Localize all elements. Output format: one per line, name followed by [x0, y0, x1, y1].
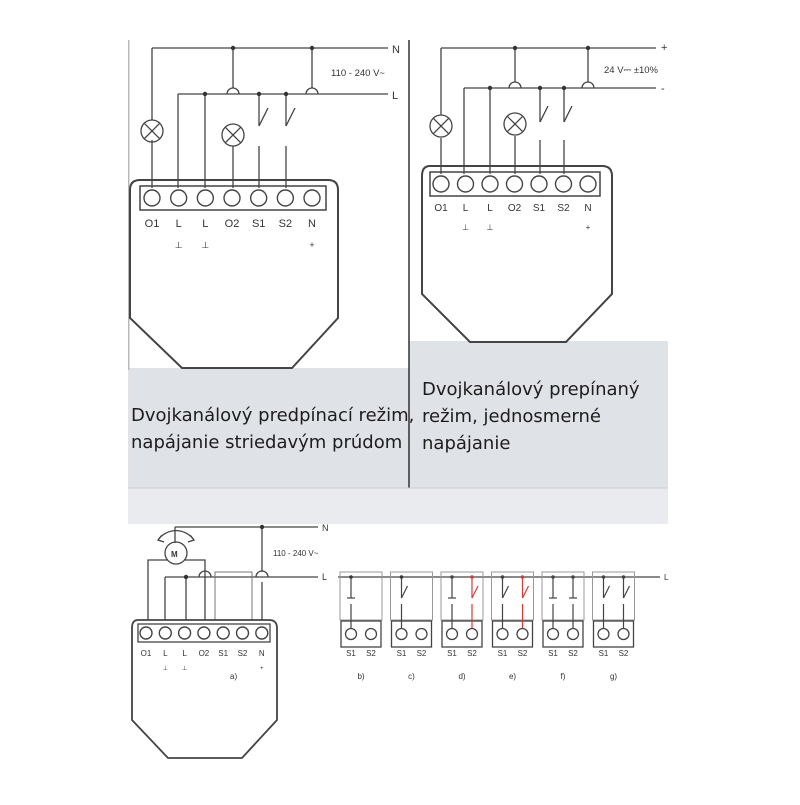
terminal-screw	[531, 176, 547, 192]
terminal-label: O1	[434, 203, 448, 214]
label-n-motor: N	[322, 523, 329, 533]
variant-terminal-box	[543, 621, 583, 647]
caption-ac-line-2: napájanie striedavým prúdom	[131, 432, 403, 453]
motor-rotation-arrow	[158, 531, 194, 540]
variant-label: e)	[508, 672, 517, 681]
terminal-label: N	[258, 649, 265, 658]
variant-terminal-box	[392, 621, 432, 647]
voltage-label-ac: 110 - 240 V~	[331, 68, 385, 79]
terminal-screw	[197, 190, 213, 206]
wire-crossover-1	[227, 88, 239, 94]
motor-label: M	[171, 550, 178, 559]
terminal-label: L	[163, 649, 168, 658]
label-n-ac: N	[392, 44, 400, 56]
terminal-label: O1	[140, 649, 152, 658]
variant-s2-label: S2	[618, 649, 629, 658]
terminal-screw	[580, 176, 596, 192]
variant-label: d)	[458, 672, 466, 681]
terminal-screw	[217, 627, 229, 639]
terminal-screw	[224, 190, 240, 206]
terminal-screws-ac	[144, 190, 320, 250]
variant-s2-label: S2	[568, 649, 578, 658]
variant-frame	[441, 572, 483, 620]
caption-dc	[422, 376, 640, 457]
terminal-screw	[507, 176, 523, 192]
terminal-label: L	[462, 203, 469, 214]
voltage-label-motor: 110 - 240 V~	[273, 549, 319, 558]
s1-screw	[447, 629, 458, 640]
terminal-screw	[198, 627, 210, 639]
device-body-motor	[132, 620, 277, 758]
variant-frame	[542, 572, 584, 620]
variant-terminal-box	[493, 621, 533, 647]
voltage-label-dc: 24 V⎓ ±10%	[604, 65, 658, 76]
caption-dc-line-2: režim, jednosmerné	[422, 406, 601, 427]
terminal-screw	[482, 176, 498, 192]
terminal-screw	[304, 190, 320, 206]
terminal-screw	[237, 627, 249, 639]
caption-ac	[131, 402, 414, 456]
s2-screw	[568, 629, 579, 640]
switch-variant-c	[391, 572, 433, 681]
variant-label: c)	[408, 672, 415, 681]
ground-symbol: ⊥	[462, 223, 469, 232]
terminal-label: L	[487, 203, 493, 214]
variant-s1-label: S1	[548, 649, 558, 658]
ground-symbol: ⊥	[201, 240, 210, 250]
device-body-ac	[130, 180, 338, 368]
s1-screw	[497, 629, 508, 640]
s2-screw	[467, 629, 478, 640]
variant-frame	[391, 572, 433, 620]
terminal-screw	[179, 627, 191, 639]
label-l-ac: L	[392, 90, 399, 102]
variant-terminal-box	[594, 621, 634, 647]
terminal-label: S1	[251, 218, 266, 230]
s1-screw	[548, 629, 559, 640]
terminal-screw	[433, 176, 449, 192]
variant-s1-label: S1	[396, 649, 407, 658]
terminal-screws-motor	[140, 627, 268, 672]
switch-variant-d	[441, 572, 483, 681]
panel-dc-junctions	[488, 46, 590, 90]
variant-terminal-box	[442, 621, 482, 647]
ground-symbol: ⊥	[486, 223, 494, 232]
terminal-screw	[159, 627, 171, 639]
s2-screw	[366, 629, 377, 640]
motor-right-wire	[184, 560, 205, 620]
terminal-screw	[171, 190, 187, 206]
s1-switch-blade	[259, 108, 268, 126]
switch-variant-b	[340, 572, 382, 681]
terminal-label: L	[175, 218, 182, 230]
terminal-label: N	[308, 218, 316, 230]
variant-s1-label: S1	[346, 649, 356, 658]
terminal-label: O1	[144, 218, 160, 230]
wire-crossover-1	[509, 82, 521, 88]
variant-s2-label: S2	[517, 649, 528, 658]
switch-variant-e	[492, 572, 534, 681]
terminal-label: S1	[532, 203, 546, 214]
variant-label: f)	[560, 672, 566, 681]
plus-symbol: +	[309, 240, 315, 250]
panel-band	[128, 488, 668, 524]
switch-slot-a	[215, 572, 252, 620]
terminal-label: L	[202, 218, 209, 230]
variant-s2-label: S2	[416, 649, 427, 658]
s2-screw	[618, 629, 629, 640]
plus-symbol: +	[585, 223, 591, 232]
variant-s1-label: S1	[447, 649, 457, 658]
label-a: a)	[230, 672, 238, 681]
label-plus-dc: +	[661, 42, 668, 54]
panel-ac-junctions	[203, 46, 314, 96]
variant-s1-label: S1	[497, 649, 508, 658]
terminal-label: N	[584, 203, 592, 214]
wire-crossover-2	[582, 82, 594, 88]
s2-screw	[517, 629, 528, 640]
variant-label: g)	[609, 672, 618, 681]
s1-screw	[598, 629, 609, 640]
variant-frame	[593, 572, 635, 620]
terminal-label: O2	[198, 649, 210, 658]
ground-symbol: ⊥	[174, 240, 183, 250]
terminal-label: S2	[278, 218, 293, 230]
terminal-label: O2	[224, 218, 240, 230]
terminal-label: O2	[507, 203, 522, 214]
variant-frame	[492, 572, 534, 620]
s2-switch-blade	[564, 106, 572, 122]
device-body-dc	[422, 166, 612, 342]
terminal-screw	[251, 190, 267, 206]
caption-ac-line-1: Dvojkanálový predpínací režim,	[131, 405, 415, 426]
caption-dc-line-1: Dvojkanálový prepínaný	[422, 379, 640, 400]
variant-s2-label: S2	[467, 649, 477, 658]
terminal-label: S1	[218, 649, 229, 658]
terminal-screw	[277, 190, 293, 206]
variant-label: b)	[357, 672, 365, 681]
switch-variant-g	[593, 572, 635, 681]
switch-variant-f	[542, 572, 584, 681]
terminal-label: L	[182, 649, 187, 658]
terminal-screw	[556, 176, 572, 192]
terminal-screw	[256, 627, 268, 639]
switch-variants	[340, 572, 635, 681]
s2-screw	[416, 629, 427, 640]
plus-symbol: +	[260, 666, 264, 672]
s1-screw	[396, 629, 407, 640]
variant-terminal-box	[341, 621, 381, 647]
terminal-screw	[144, 190, 160, 206]
terminal-screw	[140, 627, 152, 639]
terminal-screws-dc	[433, 176, 596, 232]
panel-motor-junctions	[184, 525, 264, 579]
panel-motor-wiring	[148, 527, 318, 620]
s1-switch-blade	[540, 106, 548, 122]
label-l-motor: L	[322, 572, 328, 582]
variant-s2-label: S2	[366, 649, 376, 658]
terminal-screw	[458, 176, 474, 192]
label-l-right: L	[664, 573, 669, 582]
ground-symbol: ⊥	[181, 666, 188, 672]
terminal-label: S2	[557, 203, 570, 214]
s1-screw	[346, 629, 357, 640]
variant-s1-label: S1	[598, 649, 609, 658]
ground-symbol: ⊥	[162, 666, 168, 672]
caption-dc-line-3: napájanie	[422, 433, 511, 454]
s2-switch-blade	[286, 108, 295, 126]
label-minus-dc: -	[661, 83, 665, 95]
wire-crossover-2	[306, 88, 318, 94]
variant-frame	[340, 572, 382, 620]
terminal-label: S2	[237, 649, 248, 658]
